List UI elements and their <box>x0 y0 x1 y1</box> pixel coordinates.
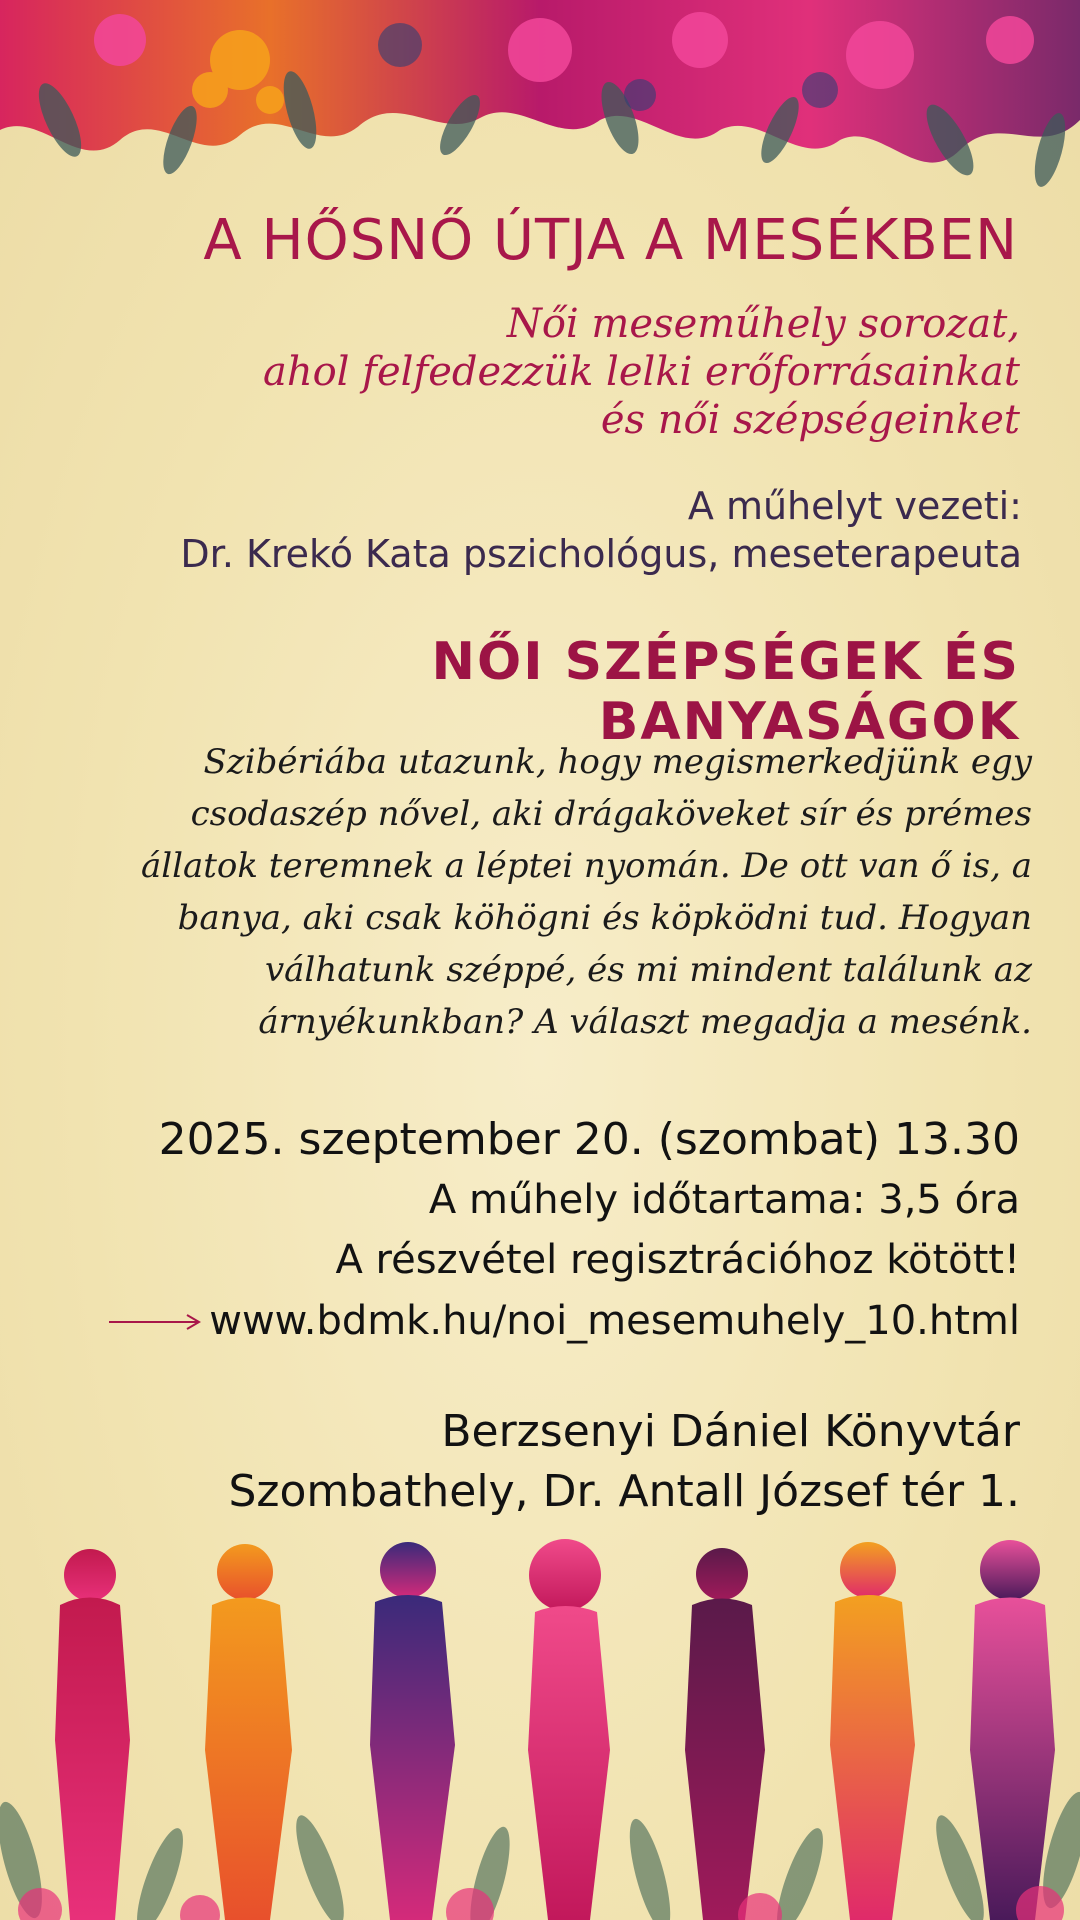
workshop-leader <box>180 482 1022 578</box>
venue <box>228 1402 1020 1522</box>
event-datetime: 2025. szeptember 20. (szombat) 13.30 <box>158 1114 1020 1165</box>
silhouette-group <box>55 1539 1055 1920</box>
event-details <box>107 1110 1020 1351</box>
event-registration: A részvétel regisztrációhoz kötött! <box>335 1237 1020 1283</box>
subtitle-line: Női meseműhely sorozat, <box>506 301 1020 347</box>
arrow-right-icon <box>107 1312 203 1332</box>
description-line: csodaszép nővel, aki drágaköveket sír és prémes <box>190 794 1032 834</box>
registration-link[interactable]: www.bdmk.hu/noi_mesemuhely_10.html <box>209 1298 1020 1344</box>
series-title: A HŐSNŐ ÚTJA A MESÉKBEN <box>203 208 1018 273</box>
session-description <box>32 736 1032 1048</box>
description-line: válhatunk széppé, és mi mindent találunk az <box>264 950 1032 990</box>
subtitle-line: ahol felfedezzük lelki erőforrásainkat <box>262 349 1020 395</box>
series-subtitle <box>263 300 1020 444</box>
description-line: banya, aki csak köhögni és köpködni tud. Hogyan <box>177 898 1032 938</box>
description-line: Szibériába utazunk, hogy megismerkedjünk egy <box>203 742 1032 782</box>
venue-address: Szombathely, Dr. Antall József tér 1. <box>228 1466 1020 1517</box>
leader-name: Dr. Krekó Kata pszichológus, meseterapeuta <box>180 532 1022 576</box>
event-duration: A műhely időtartama: 3,5 óra <box>428 1177 1020 1223</box>
subtitle-line: és női szépségeinket <box>600 397 1020 443</box>
session-title: NŐI SZÉPSÉGEK ÉS BANYASÁGOK <box>431 632 1020 752</box>
description-line: árnyékunkban? A választ megadja a mesénk. <box>258 1002 1032 1042</box>
floral-border-top <box>0 0 1080 200</box>
leader-label: A műhelyt vezeti: <box>687 484 1022 528</box>
venue-name: Berzsenyi Dániel Könyvtár <box>441 1406 1020 1457</box>
description-line: állatok teremnek a léptei nyomán. De ott van ő is, a <box>140 846 1032 886</box>
women-silhouettes-illustration <box>0 1530 1080 1920</box>
registration-link-row <box>107 1290 1020 1351</box>
